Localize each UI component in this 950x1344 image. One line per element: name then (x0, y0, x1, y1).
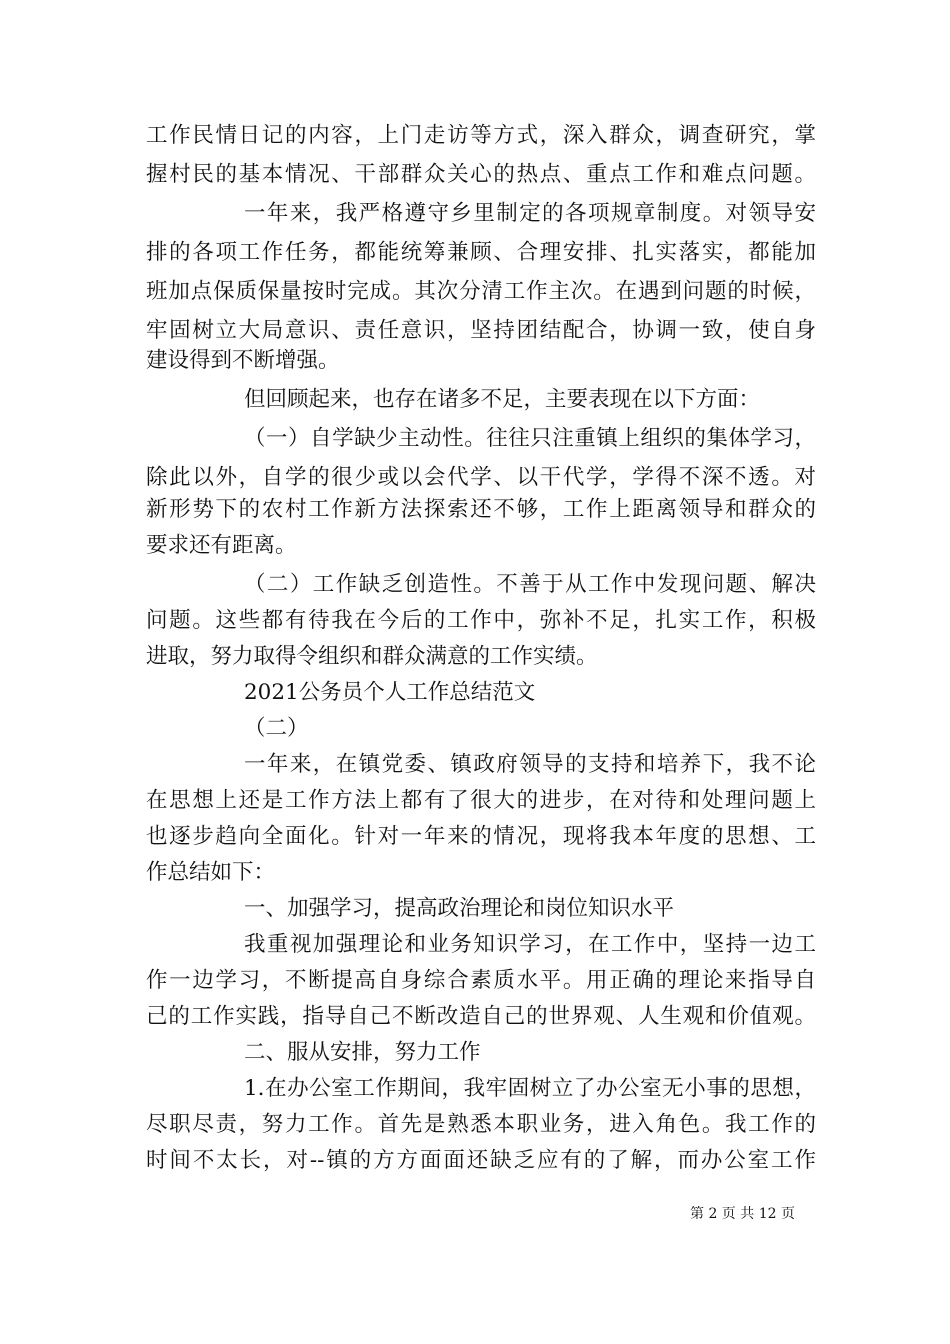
paragraph-start-line: 1.在办公室工作期间，我牢固树立了办公室无小事的思想， (244, 1076, 816, 1101)
text-line: 新形势下的农村工作新方法探索还不够，工作上距离领导和群众的 (146, 497, 816, 522)
text-line: 要求还有距离。 (146, 533, 297, 558)
page-number-footer: 第 2 页 共 12 页 (690, 1206, 795, 1222)
text-line: 握村民的基本情况、干部群众关心的热点、重点工作和难点问题。 (146, 162, 816, 187)
text-line: 问题。这些都有待我在今后的工作中，弥补不足，扎实工作，积极 (146, 608, 816, 633)
section-subtitle: （二） (244, 716, 309, 741)
text-line: 时间不太长，对--镇的方方面面还缺乏应有的了解，而办公室工作 (146, 1148, 816, 1173)
text-line: 建设得到不断增强。 (146, 348, 340, 373)
section-heading: 一、加强学习，提高政治理论和岗位知识水平 (244, 896, 675, 921)
paragraph-start-line: 一年来，我严格遵守乡里制定的各项规章制度。对领导安 (244, 201, 816, 226)
text-line: 进取，努力取得令组织和群众满意的工作实绩。 (146, 644, 598, 669)
paragraph-start-line: 但回顾起来，也存在诸多不足，主要表现在以下方面： (244, 387, 761, 412)
text-line: 除此以外，自学的很少或以会代学、以干代学，学得不深不透。对 (146, 465, 816, 490)
paragraph-start-line: 一年来，在镇党委、镇政府领导的支持和培养下，我不论 (244, 752, 816, 777)
text-line: 己的工作实践，指导自己不断改造自己的世界观、人生观和价值观。 (146, 1004, 816, 1029)
text-line: 在思想上还是工作方法上都有了很大的进步，在对待和处理问题上 (146, 788, 816, 813)
section-title: 2021公务员个人工作总结范文 (244, 680, 536, 705)
paragraph-start-line: 我重视加强理论和业务知识学习，在工作中，坚持一边工 (244, 932, 816, 957)
text-line: 也逐步趋向全面化。针对一年来的情况，现将我本年度的思想、工 (146, 824, 816, 849)
text-line: 牢固树立大局意识、责任意识，坚持团结配合，协调一致，使自身 (146, 318, 816, 343)
section-heading: 二、服从安排，努力工作 (244, 1040, 481, 1065)
text-line: 班加点保质保量按时完成。其次分清工作主次。在遇到问题的时候， (146, 279, 816, 304)
text-line: 作总结如下： (146, 860, 276, 885)
list-item-line: （一）自学缺少主动性。往往只注重镇上组织的集体学习， (244, 426, 816, 451)
text-line: 工作民情日记的内容，上门走访等方式，深入群众，调查研究，掌 (146, 123, 816, 148)
text-line: 尽职尽责，努力工作。首先是熟悉本职业务，进入角色。我工作的 (146, 1112, 816, 1137)
text-line: 排的各项工作任务，都能统筹兼顾、合理安排、扎实落实，都能加 (146, 240, 816, 265)
text-line: 作一边学习，不断提高自身综合素质水平。用正确的理论来指导自 (146, 968, 816, 993)
list-item-line: （二）工作缺乏创造性。不善于从工作中发现问题、解决 (244, 572, 816, 597)
